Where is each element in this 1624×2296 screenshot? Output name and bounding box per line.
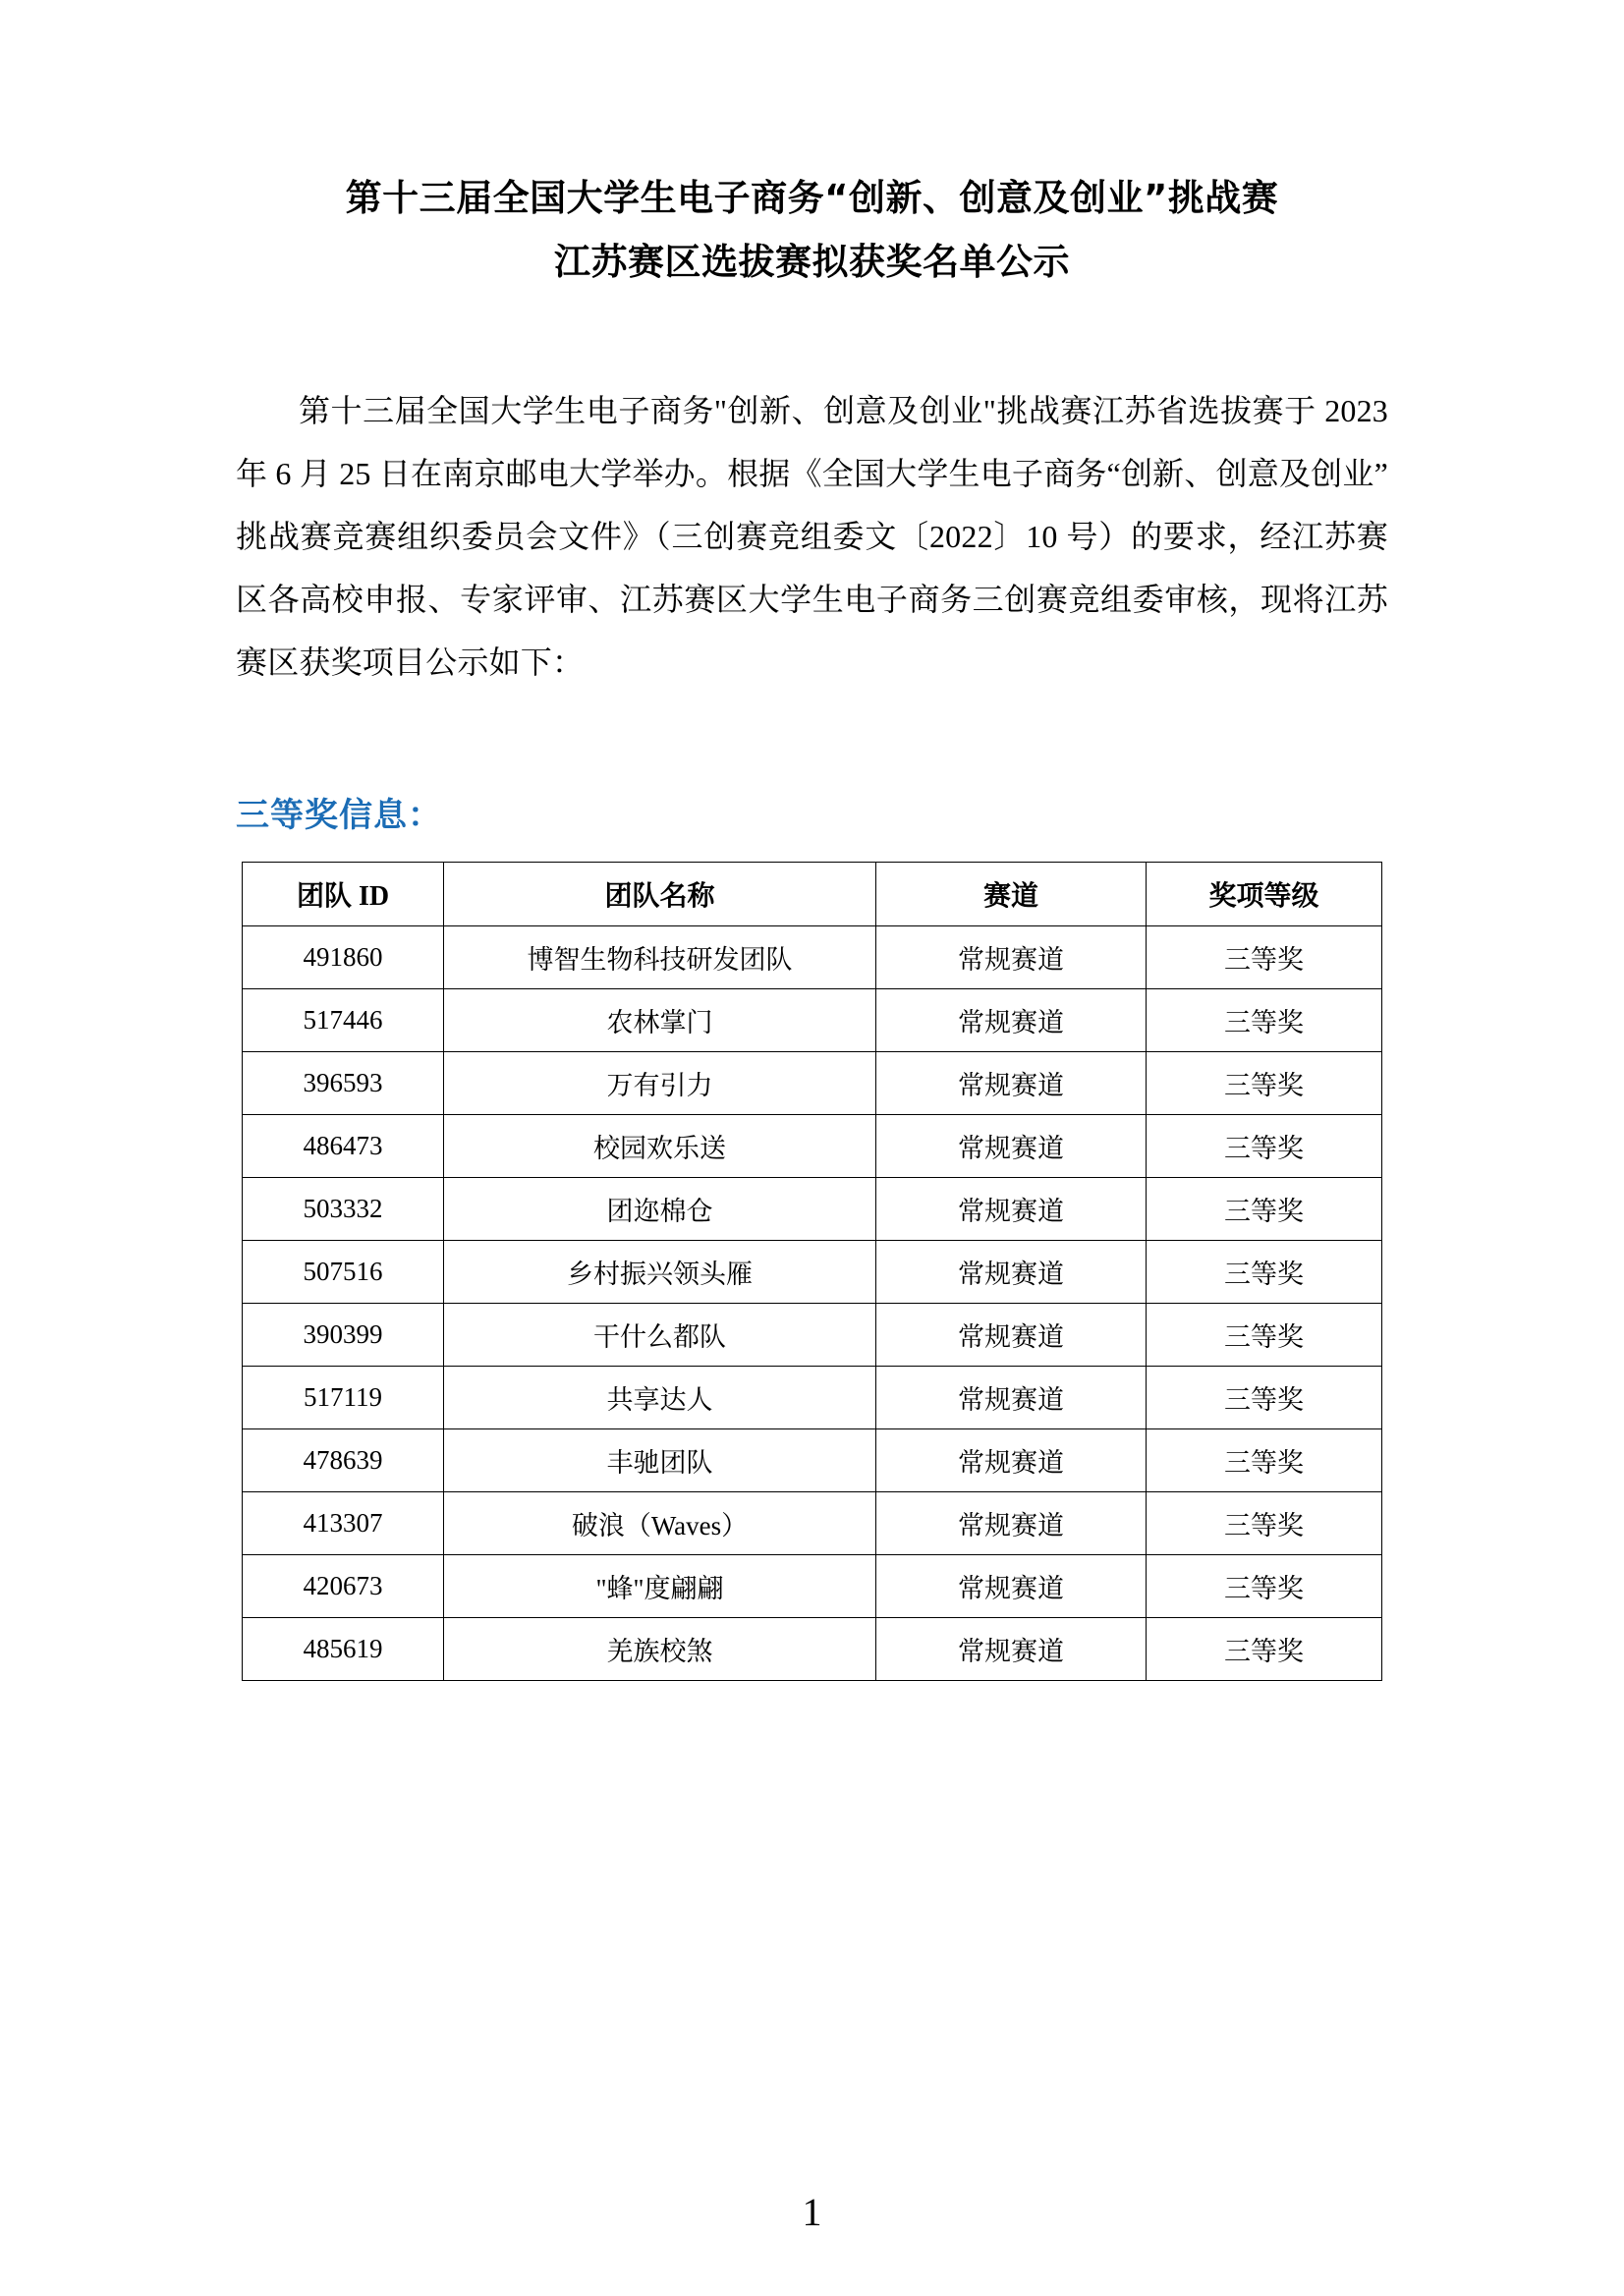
cell-team-id: 390399: [243, 1303, 444, 1366]
cell-award-level: 三等奖: [1147, 1428, 1382, 1491]
cell-team-name: 共享达人: [444, 1366, 876, 1428]
cell-award-level: 三等奖: [1147, 1554, 1382, 1617]
cell-team-id: 507516: [243, 1240, 444, 1303]
cell-team-id: 517119: [243, 1366, 444, 1428]
cell-award-level: 三等奖: [1147, 1240, 1382, 1303]
cell-team-id: 517446: [243, 988, 444, 1051]
cell-track: 常规赛道: [876, 1051, 1147, 1114]
cell-award-level: 三等奖: [1147, 1303, 1382, 1366]
cell-team-id: 486473: [243, 1114, 444, 1177]
cell-track: 常规赛道: [876, 1617, 1147, 1680]
page-title-line-1: 第十三届全国大学生电子商务“创新、创意及创业”挑战赛: [345, 177, 1279, 219]
cell-team-name: 校园欢乐送: [444, 1114, 876, 1177]
cell-team-id: 485619: [243, 1617, 444, 1680]
cell-track: 常规赛道: [876, 1303, 1147, 1366]
table-row: [243, 1491, 1382, 1554]
column-header-track: 赛道: [876, 862, 1147, 925]
cell-award-level: 三等奖: [1147, 925, 1382, 988]
page-number: 1: [802, 2190, 822, 2234]
page-title: [236, 167, 1388, 295]
cell-track: 常规赛道: [876, 1177, 1147, 1240]
table-row: [243, 1114, 1382, 1177]
cell-team-name: 乡村振兴领头雁: [444, 1240, 876, 1303]
table-row: [243, 925, 1382, 988]
table-row: [243, 1303, 1382, 1366]
table-header-row: [243, 862, 1382, 925]
cell-track: 常规赛道: [876, 1491, 1147, 1554]
cell-team-name: 羌族校煞: [444, 1617, 876, 1680]
page-title-line-2: 江苏赛区选拔赛拟获奖名单公示: [554, 240, 1070, 283]
column-header-team-name: 团队名称: [444, 862, 876, 925]
cell-team-id: 491860: [243, 925, 444, 988]
cell-award-level: 三等奖: [1147, 1366, 1382, 1428]
cell-track: 常规赛道: [876, 988, 1147, 1051]
cell-track: 常规赛道: [876, 1366, 1147, 1428]
cell-team-id: 396593: [243, 1051, 444, 1114]
cell-team-id: 503332: [243, 1177, 444, 1240]
cell-team-name: 博智生物科技研发团队: [444, 925, 876, 988]
cell-team-name: 破浪（Waves）: [444, 1491, 876, 1554]
column-header-team-id: 团队 ID: [243, 862, 444, 925]
cell-track: 常规赛道: [876, 1428, 1147, 1491]
award-table: [242, 862, 1382, 1681]
table-row: [243, 1177, 1382, 1240]
cell-award-level: 三等奖: [1147, 1177, 1382, 1240]
cell-team-name: 农林掌门: [444, 988, 876, 1051]
table-row: [243, 1240, 1382, 1303]
table-row: [243, 1366, 1382, 1428]
section-heading-third-prize: 三等奖信息：: [236, 795, 442, 835]
cell-team-name: 团迩棉仓: [444, 1177, 876, 1240]
cell-award-level: 三等奖: [1147, 1617, 1382, 1680]
cell-track: 常规赛道: [876, 1554, 1147, 1617]
cell-track: 常规赛道: [876, 1240, 1147, 1303]
table-row: [243, 988, 1382, 1051]
cell-team-id: 420673: [243, 1554, 444, 1617]
cell-award-level: 三等奖: [1147, 1051, 1382, 1114]
cell-team-id: 413307: [243, 1491, 444, 1554]
table-row: [243, 1617, 1382, 1680]
column-header-award-level: 奖项等级: [1147, 862, 1382, 925]
table-row: [243, 1554, 1382, 1617]
cell-team-name: 丰驰团队: [444, 1428, 876, 1491]
cell-award-level: 三等奖: [1147, 988, 1382, 1051]
intro-paragraph: 第十三届全国大学生电子商务"创新、创意及创业"挑战赛江苏省选拔赛于 2023 年 6 月 25 日在南京邮电大学举办。根据《全国大学生电子商务“创新、创意及创业”挑战赛竞赛组织委员会文件》（三创赛竞组委文〔2022〕10 号）的要求，经江苏赛区各高校申报、专家评审、江苏赛区大学生电子商务三创赛竞组委审核，现将江苏赛区获奖项目公示如下：: [236, 392, 1388, 680]
cell-track: 常规赛道: [876, 925, 1147, 988]
cell-team-name: 万有引力: [444, 1051, 876, 1114]
cell-award-level: 三等奖: [1147, 1114, 1382, 1177]
table-row: [243, 1051, 1382, 1114]
cell-team-name: 干什么都队: [444, 1303, 876, 1366]
cell-team-name: "蜂"度翩翩: [444, 1554, 876, 1617]
table-row: [243, 1428, 1382, 1491]
cell-track: 常规赛道: [876, 1114, 1147, 1177]
cell-award-level: 三等奖: [1147, 1491, 1382, 1554]
cell-team-id: 478639: [243, 1428, 444, 1491]
